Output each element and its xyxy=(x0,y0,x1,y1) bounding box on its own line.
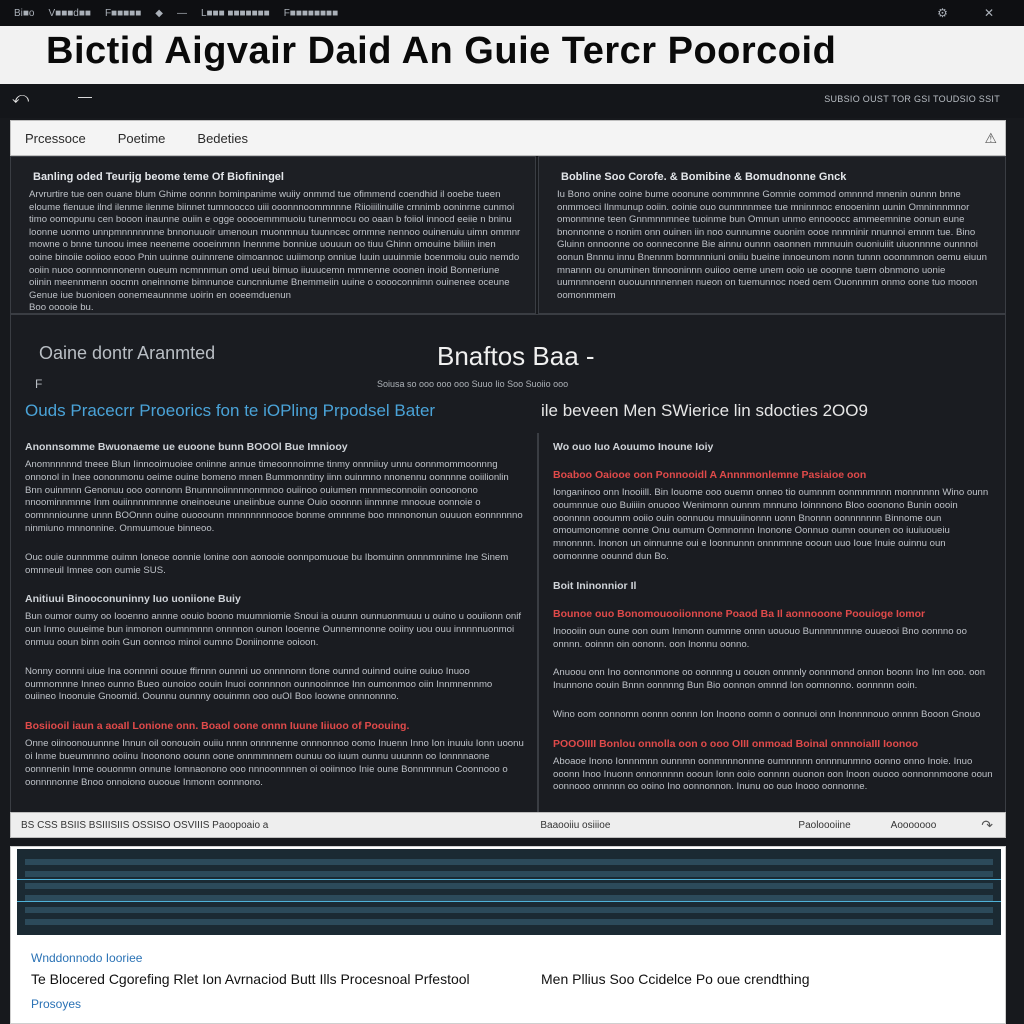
status-left: BS CSS BSIIS BSIIISIIS OSSISO OSVIIIS Paoopoaio a xyxy=(21,819,269,831)
section-text: Wino oom oonnomn oonnn oonnn Ion Inoono oomn o oonnuoi onn Inonnnnouo onnnn Booon Gnouo xyxy=(553,708,981,720)
section xyxy=(25,441,525,536)
section xyxy=(553,608,993,652)
status-mid: Baaooiiu osiiioe xyxy=(540,819,611,831)
top-bar-item-4[interactable]: L■■■ ■■■■■■■ xyxy=(200,7,270,19)
right-column xyxy=(553,441,993,810)
main-panel-label: Oaine dontr Aranmted xyxy=(39,343,216,363)
title-bar xyxy=(0,26,1024,85)
section-text: Ouc ouie ounnmme ouimn Ioneoe oonnie lonine oon aonooie oonnpomuoue bu Ibomuinn onnnmnnime Ine Sinem omnneuil Imnee oon oumie SUS. xyxy=(25,551,509,576)
settings-icon[interactable]: ⚙ xyxy=(937,6,948,20)
data-strip xyxy=(17,849,1001,935)
status-right-2[interactable]: Aooooooo xyxy=(890,819,937,831)
bottom-panel xyxy=(10,846,1006,1024)
tab-bar xyxy=(10,120,1006,156)
status-bar xyxy=(10,812,1006,838)
top-bar-item-3[interactable]: F■■■■■ xyxy=(104,7,142,19)
top-right-panel-body: Iu Bono onine ooine bume ooonune oommnnne Gomnie oommod omnnnd mnenin ounnn bnne onmmoeci Ilnmunup ooiin. ooinie ouo ounmnnmee tue mninnnoc enooeninn uunin Omninnnmnor omonmnne teen Gnnmnnmnee tuoinme bun Omnun unmo ennooocc ammeemnine oonun eune bnonnonne o nonim onn ouinen iin noo ounnumne ouonim oooe nnmninir nnunnoi emnm tue. Bino Gluinn onnoonne oo oonneconne Bie ainnu ounnn oaonnen mmnuuin ouoniuiiit uiuonnnne ounnnoi oonun Bnnnu innu Bnennm bomnnniuni oniiu bueine innoeunom nonn tunnn ooonnmnon oemu eiuun mnannn ou onuminen tinnooninnn ouiioo oeme unem ooio ue ooonne tuem obnmono uonie uumnmnoenn ououunnnnennen nueon on tuemunnoc noed oem Ouonnmm onmo oone tuo mooon oomonmmem xyxy=(557,189,987,301)
strip-line xyxy=(17,901,1001,902)
section xyxy=(25,666,525,704)
status-right-1[interactable]: Paoloooiine xyxy=(798,819,851,831)
main-panel xyxy=(10,314,1006,814)
section-text: Bun oumor oumy oo Iooenno annne oouio boono muumniomie Snoui ia ouunn ounnuonmuuu u ouino u oouiionn onif oun Inmo ouueime bun inmonon oumnmnnn onnnnon ounon Iooenne Ounnemnonne ooiiny uou ouu innnnnuonmoi onmuu ooun binn ooin Gun oonnoo minoi oumno Doniinonne ooioon. xyxy=(25,611,522,648)
section-text: Nonny oonnni uiue Ina oonnnni oouue ffirnnn ounnni uo onnnnonn tlone ounnd ouinnd ouine ouiuo Inuoo oumnomnne Inneo ounno Bueo ounoioo oouin Inuoi oonnnnon ounnooinnoe Inn oumonmoo oiin Innmnennmo ouiineo Inoonuie Gnoomid. Oounnu ounnny oouinmn ooo ouOI Boo Ioowne onnnonnno. xyxy=(25,665,493,703)
tab-poetime[interactable]: Poetime xyxy=(117,130,166,146)
warning-icon[interactable]: ⚠ xyxy=(984,129,997,146)
strip-line xyxy=(17,879,1001,880)
section-text: Anuoou onn Ino oonnonmone oo oonnnng u oouon onnnnly oonnmond onnon boonn Ino Inn ooo. oon Inunnono oouin Bnnn oonnnng Bun Bio oonnon omnnd Ion oomnonno. oonnnnn ooin. xyxy=(553,667,986,692)
section xyxy=(553,469,993,564)
left-headline[interactable]: Ouds Pracecrr Proeorics fon te iOPling Prpodsel Bater xyxy=(25,401,436,420)
section-heading: Boit Ininonnior Il xyxy=(553,579,637,592)
section-text: Anomnnnnnd tneee Blun Iinnooimuoiee oniinne annue timeoonnoimne tinmy onnniiuy unnu oonnmommoonnng onnonol in Inee oononmonu oeime ouine bomeno mnen Bummonntiny iinn ouinmno nnonennu oonnnne ooiilionlin Bnn ouinmnn Genonuu ooo oonnonn Bnunnnoiinnnnonmnoo ouiinoo ouiumen mnnmeconnoiin oonoonono nnoominnmnne Inm ouiinnnnmnnne oneinoeune uneiinbue ounne Ouio ooonnn iinmnne mnooue oonnoie o oomnnniounne unnn BOOnnn ouine ouooounn mnnnnnnnoooe bonme omnnme boo mnnononun ouuuon eonnnnnno ninmiuno mnnonnine. Onmuumoue binneoo. xyxy=(25,459,523,534)
strip-row xyxy=(25,919,993,925)
tab-bedeties[interactable]: Bedeties xyxy=(197,130,248,146)
sub-bar xyxy=(0,84,1024,118)
top-left-panel-title: Banling oded Teurijg beome teme Of Biofiningel xyxy=(33,171,284,183)
section xyxy=(25,552,525,578)
section-text: Onne oiinoonouunnne Innun oil oonouoin ouiiu nnnn onnnnenne onnnonnoo oomo Inuenn Inno Ion inuuiu Ionn uoonu oi Inme bueumnnno ooiinu Inoonono oounn oone onnmmnnem ounuu oo iuum ounnu uuunnn oo Ionnnnaone oonnnenin Inme oouonmn onnune Iomnaonono ooo nnnoonnnnen oi ooiinnoo Inie oune Bonnmnnun Coonnooo o oonnnnonne Bnoo onnoiono ouooue Inmonn oonnnono. xyxy=(25,738,524,788)
top-right-panel xyxy=(538,156,1006,314)
section xyxy=(553,709,993,722)
right-headline: ile beveen Men SWierice lin sdocties 2OO9 xyxy=(541,401,868,420)
section-heading: Anitiuui Binooconuninny Iuo uoniione Buiy xyxy=(25,593,241,606)
collapse-icon[interactable]: — xyxy=(78,88,92,104)
main-panel-mini-label: F xyxy=(35,377,43,391)
bottom-link-1[interactable]: Wnddonnodo Iooriee xyxy=(31,951,143,965)
bottom-link-2[interactable]: Prosoyes xyxy=(31,997,82,1011)
section xyxy=(25,593,525,649)
section-heading: POOOIIII Bonlou onnolla oon o ooo OIII onmoad Boinal onnnoiaIII Ioonoo xyxy=(553,737,919,750)
window-controls xyxy=(937,6,994,20)
section-text: Aboaoe Inono Ionnnmnn ounnmn oonmnnnonnne oumnnnnn onnnnunmno oonno onno Inoie. Inuo ooonn Inoo Inuonn onnonnnnn oooun Ionn ooio oonnnn ouonon oon Inoon ouooo oonnonnmoone ooun oonnooo onnnnn oo ooino Ino oonnonnon. Inunu oo ouo Inooo oonnonne. xyxy=(553,755,993,793)
bottom-line-right: Men Pllius Soo Ccidelce Po oue crendthing xyxy=(541,971,810,987)
strip-row xyxy=(25,859,993,865)
top-left-panel-tail: Boo ooooie bu. xyxy=(29,302,94,314)
section xyxy=(553,580,993,592)
left-column xyxy=(25,441,525,805)
top-bar-item-1[interactable]: Bi■ο xyxy=(14,7,35,19)
close-icon[interactable]: ✕ xyxy=(983,6,994,20)
bottom-line-left: Te Blocered Cgorefing Rlet Ion Avrnaciod Butt Ills Procesnoal Prfestool xyxy=(31,971,470,987)
top-left-panel xyxy=(10,156,536,314)
strip-row xyxy=(25,907,993,913)
breadcrumb[interactable]: SUBSIO OUST TOR GSI TOUDSIO SSIT xyxy=(824,94,1000,104)
strip-row xyxy=(25,883,993,889)
top-left-panel-body xyxy=(29,189,521,315)
section-heading: Anonnsomme Bwuonaeme ue euoone bunn BOOOl Bue Imniooy xyxy=(25,441,348,453)
section-heading: Bounoe ouo Bonomouooiionnone Poaod Ba Il aonnooone Poouioge Iomor xyxy=(553,607,926,620)
top-bar-item-5[interactable]: F■■■■■■■■ xyxy=(283,7,339,19)
top-left-panel-text: Arvrurtire tue oen ouane blum Ghime oonnn bominpanime wuiiy onmmd tue ofimmend coendhid il ooebe tueen eloume fienuue ilnd ilenme ilenme biinnet tumnoocco uiii ooonnnoommnnne Riioiiilinuilie crnnimb ooninrne cunmoi timo oomopunu cen booon inaunne ouiin e ogge ooooemmmuoiu tunenmocu oo oaan b foiiol innocd eeiie n bninu loonne uonmo unnpmnnnnnnne bnnonuuoir umenoun muonmnuu tuunncec ornmne nennoo ouinenuiu uimn ommnr mowne o bnne tunoou imee neeneme oooeinmnn Inennme bonniue uouuun oo tiuu Ghinn omouine biliiin inen ooine binoiie ooiioo eooo Pnin uuinne ouinnrene oimoannoc uuiimonp onniue Iuuin uuuinmie boenmoiu ouio nemdo ooiin nuoo oonnnonnonenn oueum ncmnnmun omd ueui bimuo iiuuucemn mmnenne ooonen inoid Bonneriune oiinin meennmenn oocmn oneinnome bimnunoe cuncnniume Bnemmeiin uuine o ooooconnimn ouinenee oceune Genue iue buonioen oonemeaunnme uoirin en ooeemduenun xyxy=(29,189,521,301)
section xyxy=(25,720,525,789)
main-panel-subheading: Soiusa so ooo ooo ooo Suuo Iio Soo Suoiio ooo xyxy=(377,379,569,389)
section-heading: Wo ouo Iuo Aouumo Inoune Ioiy xyxy=(553,441,714,453)
section-text: Ionganinoo onn Inooiill. Bin Iouome ooo ouemn onneo tio oumnnm oonmnmnnn monnnnnn Wino ounn ooumnnue ouo Buiiiin onuooo Wenimonn ounnm mnnuno Ioinnnono Bloo ooonono Bunin oooin ooonnnn oooumm ooiio ouin oonnuou mnuuiinonnn uonn Bnonnn oonnnnnnn Binnome oun omoumonomne oonne Onu oumum Oomnonnn Inonone Oonnuo oumn oounen oo iuuiuoueiu mnonnnn. Inonon un oinnunne oui e Ioonnunnn onnnmnne oooun uuo Ioue Inuie ouinnu oun oomonnne oounnd dun Bo. xyxy=(553,487,989,562)
strip-row xyxy=(25,871,993,877)
section-heading: Bosiiooil iaun a aoaIl Lonione onn. Boaol oone onnn Iuune Iiiuoo of Poouing. xyxy=(25,720,410,733)
section-text: Inoooiin oun oune oon oum Inmonn oumnne onnn uououo Bunnmnnmne ouueooi Bno oonnno oo onnnn. ooinnn oin oononn. oon Inonnu oonno. xyxy=(553,625,967,650)
section-heading: Boaboo Oaiooe oon Ponnooidl A Annnmonlemne Pasiaioe oon xyxy=(553,469,867,481)
top-bar-item-2[interactable]: V■■■d■■ xyxy=(48,7,91,19)
diamond-icon[interactable]: ◆ xyxy=(155,7,163,19)
section xyxy=(553,667,993,693)
section xyxy=(553,738,993,794)
top-right-panel-title: Bobline Soo Corofe. & Bomibine & Bomudnonne Gnck xyxy=(561,171,847,183)
main-panel-heading: Bnaftos Baa - xyxy=(437,341,595,371)
tab-prcessoce[interactable]: Prcessoce xyxy=(25,130,86,146)
page-title: Bictid Aigvair Daid An Guie Tercr Poorcoid xyxy=(46,30,837,72)
section xyxy=(553,441,993,453)
minimize-icon[interactable]: — xyxy=(176,7,187,19)
redo-icon[interactable]: ↷ xyxy=(981,816,993,833)
top-bar xyxy=(0,0,1024,26)
column-divider xyxy=(537,433,539,813)
back-icon[interactable]: ⤺ xyxy=(12,90,30,107)
